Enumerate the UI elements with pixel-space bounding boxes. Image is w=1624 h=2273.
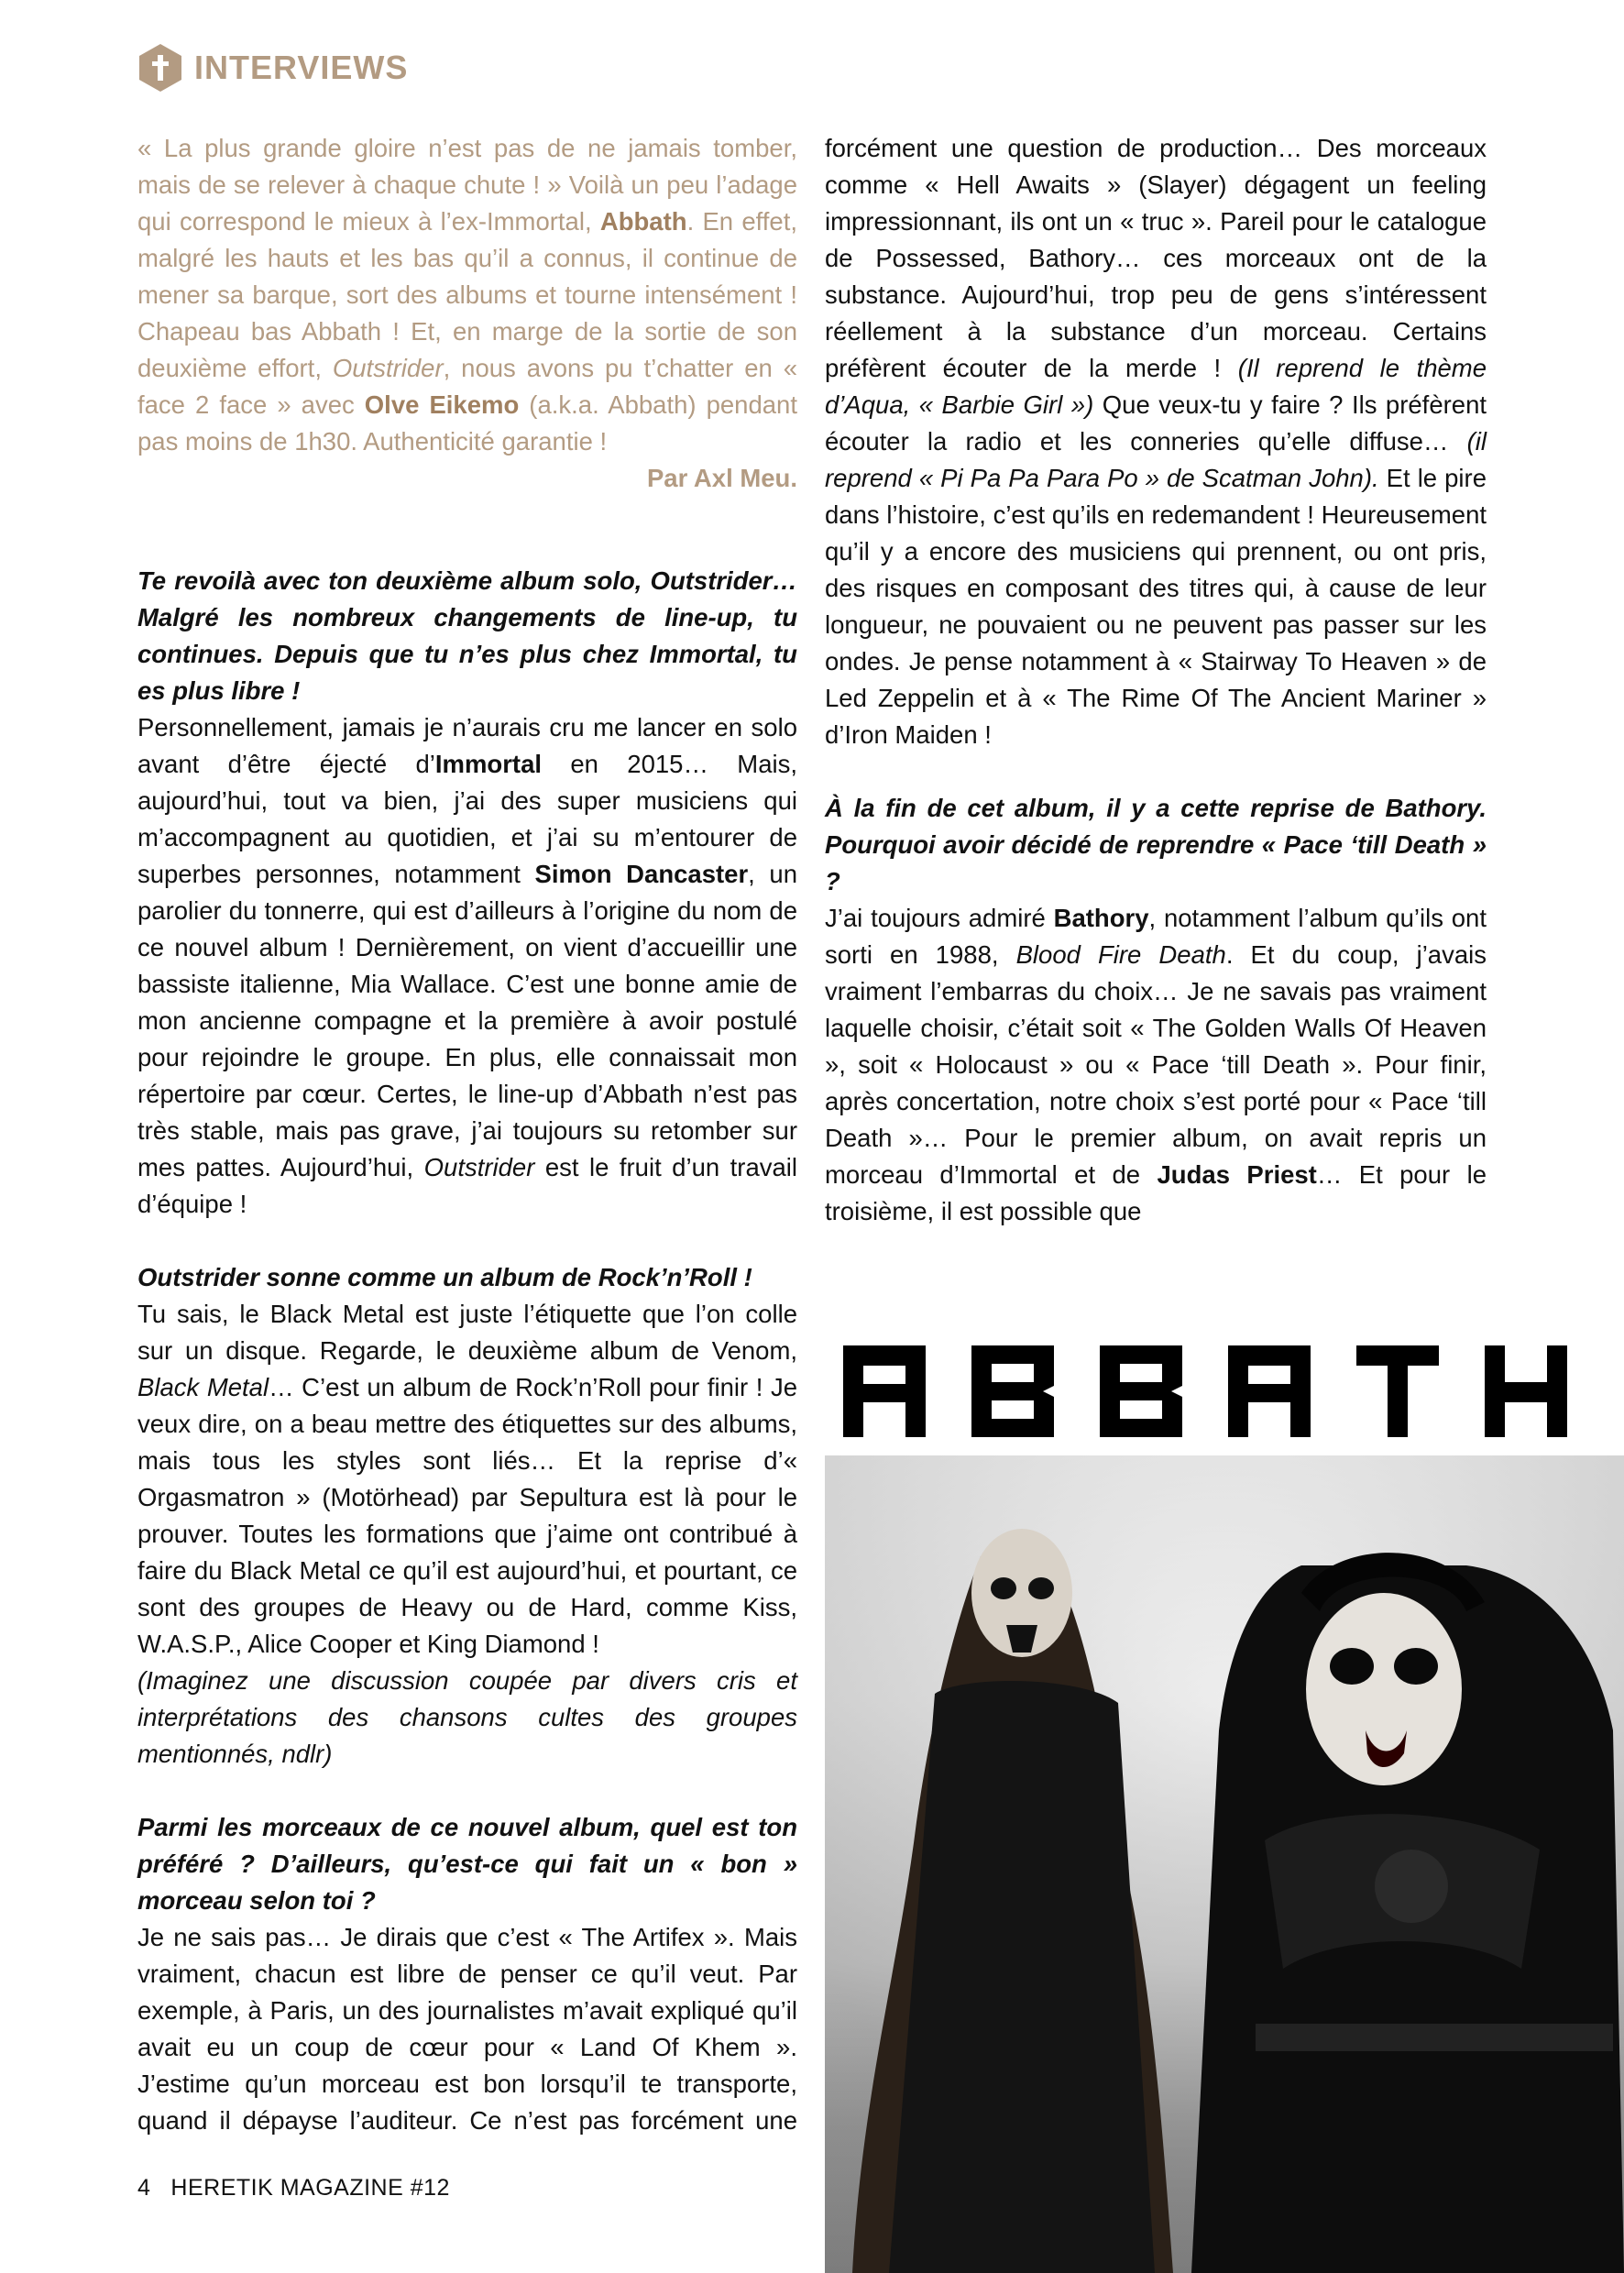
intro-quote: « La plus grande gloire n’est pas de ne jamais tomber, mais de se relever à chaque chute ! » — [137, 134, 797, 199]
intro-text: Voilà un peu l’adage qui correspond le mieux à l’ex-Immortal, — [137, 170, 797, 236]
intro-album: Outstrider — [332, 354, 444, 382]
answer-italic: Blood Fire Death — [1015, 940, 1226, 969]
answer-3-cont — [825, 130, 1487, 753]
answer-text: en 2015… Mais, aujourd’hui, tout va bien, j’ai des super musiciens qui m’accompagnent au quotidien, et j’ai su m’entourer de superbes personnes, notamment — [137, 750, 797, 888]
note-text: (Imaginez une discussion coupée par divers cris et interprétations des chansons cultes des groupes mentionnés, ndlr) — [137, 1666, 797, 1768]
answer-text: est le fruit d’un travail d’équipe ! — [137, 1153, 797, 1218]
answer-text: Tu sais, le Black Metal est juste l’étiquette que l’on colle sur un disque. Regarde, le deuxième album de Venom, — [137, 1300, 797, 1365]
answer-italic: Outstrider — [423, 1153, 535, 1181]
intro-text: (a.k.a. Abbath) pendant pas moins de 1h30. Authenticité garantie ! — [137, 390, 797, 456]
note-text: (Il reprend le thème d’Aqua, « Barbie Girl ») — [825, 354, 1487, 419]
answer-4 — [825, 900, 1487, 1230]
band-logo — [825, 1318, 1624, 1455]
band-photo-block — [825, 1318, 1624, 2273]
answer-text: , un parolier du tonnerre, qui est d’ailleurs à l’origine du nom de ce nouvel album ! Dernièrement, on vient d’accueillir une bassiste italienne, Mia Wallace. C’est une bonne amie de mon ancienne compagne et la première à avoir postulé pour rejoindre le groupe. En plus, elle connaissait mon répertoire par cœur. Certes, le line-up d’Abbath n’est pas très stable, mais pas grave, j’ai toujours su retomber sur mes pattes. Aujourd’hui, — [137, 860, 797, 1181]
hex-cross-icon — [137, 42, 183, 93]
section-title: INTERVIEWS — [194, 49, 409, 86]
question-3: Parmi les morceaux de ce nouvel album, quel est ton préféré ? D’ailleurs, qu’est-ce qui fait un « bon » morceau selon toi ? — [137, 1813, 797, 1915]
answer-2 — [137, 1296, 797, 1663]
answer-text: . Et du coup, j’avais vraiment l’embarras du choix… Je ne savais pas vraiment laquelle choisir, c’était soit « The Golden Walls Of Heaven », soit « Holocaust » ou « Pace ‘till Death ». Pour finir, après concertation, notre choix s’est porté pour « Pace ‘till Death »… Pour le premier album, on avait repris un morceau d’Immortal et de — [825, 940, 1487, 1189]
page-number: 4 — [137, 2175, 151, 2201]
intro-band: Abbath — [599, 207, 687, 236]
question-2: Outstrider sonne comme un album de Rock’n’Roll ! — [137, 1263, 752, 1291]
byline: Par Axl Meu. — [646, 464, 797, 492]
answer-bold: Judas Priest — [1157, 1160, 1317, 1189]
answer-text: … C’est un album de Rock’n’Roll pour finir ! Je veux dire, on a beau mettre des étiquettes sur des albums, mais tous les styles sont liés… Et la reprise d’« Orgasmatron » (Motörhead) par Sepultura est là pour le prouver. Toutes les formations que j’aime ont contribué à faire du Black Metal ce qu’il est aujourd’hui, et pourtant, ce sont des groupes de Heavy ou de Hard, comme Kiss, W.A.S.P., Alice Cooper et King Diamond ! — [137, 1373, 797, 1658]
answer-3-start: Je ne sais pas… Je dirais que c’est « The Artifex ». Mais vraiment, chacun est libre de penser ce qu’il veut. Par exemple, à Paris, un des journalistes m’avait expliqué qu’il avait eu un coup de cœur pour « Land Of Khem ». J’estime qu’un morceau est bon lorsqu’il te transporte, quand il dépayse l’auditeur. Ce n’est pas forcément une — [137, 1923, 797, 2135]
answer-bold: Immortal — [434, 750, 543, 778]
answer-text: J’ai toujours admiré — [825, 904, 1054, 932]
answer-text: … Et pour le troisième, il est possible que — [825, 1160, 1487, 1225]
note-text: (il reprend « Pi Pa Pa Para Po » de Scatman John). — [825, 427, 1487, 492]
answer-1 — [137, 709, 797, 1223]
answer-text: Que veux-tu y faire ? Ils préfèrent écouter la radio et les conneries qu’elle diffuse… — [825, 390, 1487, 456]
answer-text: Personnellement, jamais je n’aurais cru me lancer en solo avant d’être éjecté d’ — [137, 713, 797, 778]
editor-note — [137, 1663, 797, 1773]
abbath-logo-graphic — [825, 1318, 1624, 1455]
intro-text: , nous avons pu t’chatter en « face 2 face » avec — [137, 354, 797, 419]
band-photo-illustration — [825, 1455, 1624, 2273]
right-column — [825, 130, 1487, 1230]
left-column — [137, 130, 797, 2139]
section-header — [137, 40, 408, 95]
intro-text: . En effet, malgré les hauts et les bas qu’il a connus, il continue de mener sa barque, sort des albums et tourne intensément ! Chapeau bas Abbath ! Et, en marge de la sortie de son deuxième effort, — [137, 207, 797, 382]
answer-bold: Bathory — [1053, 904, 1149, 932]
intro-person: Olve Eikemo — [364, 390, 520, 419]
question-1: Te revoilà avec ton deuxième album solo, Outstrider… Malgré les nombreux changements de line-up, tu continues. Depuis que tu n’es plus chez Immortal, tu es plus libre ! — [137, 566, 797, 705]
band-members-photo — [825, 1455, 1624, 2273]
answer-text: , notamment l’album qu’ils ont sorti en 1988, — [825, 904, 1487, 969]
intro-paragraph — [137, 130, 797, 460]
answer-text: forcément une question de production… Des morceaux comme « Hell Awaits » (Slayer) dégagent un feeling impressionnant, ils ont un « truc ». Pareil pour le catalogue de Possessed, Bathory… ces morceaux ont de la substance. Aujourd’hui, trop peu de gens s’intéressent réellement à la substance d’un morceau. Certains préfèrent écouter de la merde ! — [825, 134, 1487, 382]
answer-italic: Black Metal — [137, 1373, 269, 1401]
question-4: À la fin de cet album, il y a cette reprise de Bathory. Pourquoi avoir décidé de reprendre « Pace ‘till Death » ? — [825, 794, 1487, 895]
answer-text: Et le pire dans l’histoire, c’est qu’ils en redemandent ! Heureusement qu’il y a encore des musiciens qui prennent, ou ont pris, des risques en composant des titres qui, à cause de leur longueur, ne pouvaient ou ne peuvent pas passer sur les ondes. Je pense notamment à « Stairway To Heaven » de Led Zeppelin et à « The Rime Of The Ancient Mariner » d’Iron Maiden ! — [825, 464, 1487, 749]
magazine-title: HERETIK MAGAZINE #12 — [170, 2175, 450, 2201]
answer-bold: Simon Dancaster — [534, 860, 749, 888]
page-footer — [137, 2175, 450, 2202]
